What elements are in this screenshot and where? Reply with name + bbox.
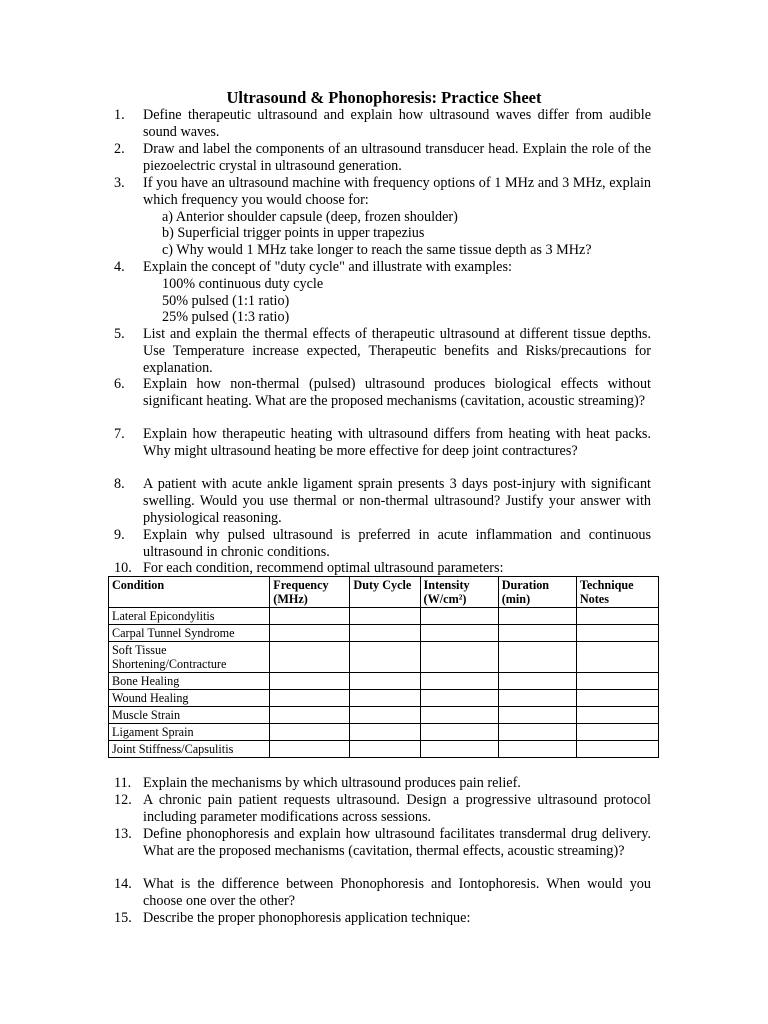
question-text: Describe the proper phonophoresis application technique: [143, 910, 471, 926]
question-1 [114, 107, 651, 141]
duty-cycle-cell[interactable] [350, 625, 420, 642]
condition-cell: Lateral Epicondylitis [109, 608, 270, 625]
question-text: List and explain the thermal effects of therapeutic ultrasound at different tissue depths. Use Temperature increase expected, Therapeutic benefits and Risks/precautions for explanation. [143, 326, 651, 376]
duration-cell[interactable] [498, 707, 576, 724]
condition-cell: Wound Healing [109, 690, 270, 707]
column-header: Intensity (W/cm²) [420, 577, 498, 608]
table-row [109, 741, 659, 758]
condition-cell: Ligament Sprain [109, 724, 270, 741]
intensity-cell[interactable] [420, 724, 498, 741]
duty-cycle-cell[interactable] [350, 642, 420, 673]
question-text: Explain the concept of "duty cycle" and illustrate with examples: [143, 259, 512, 275]
question-text: Define therapeutic ultrasound and explain how ultrasound waves differ from audible sound waves. [143, 107, 651, 140]
duty-cycle-cell[interactable] [350, 741, 420, 758]
subitem: 25% pulsed (1:3 ratio) [162, 309, 290, 326]
intensity-cell[interactable] [420, 673, 498, 690]
question-text: Draw and label the components of an ultrasound transducer head. Explain the role of the piezoelectric crystal in ultrasound generation. [143, 141, 651, 174]
duty-cycle-cell[interactable] [350, 608, 420, 625]
question-text: Explain how therapeutic heating with ultrasound differs from heating with heat packs. Why might ultrasound heating be more effective for deep joint contractures? [143, 426, 651, 459]
duty-cycle-cell[interactable] [350, 707, 420, 724]
intensity-cell[interactable] [420, 690, 498, 707]
question-7 [114, 426, 651, 460]
question-text: Define phonophoresis and explain how ultrasound facilitates transdermal drug delivery. What are the proposed mechanisms (cavitation, thermal effects, acoustic streaming)? [143, 826, 651, 859]
question-14 [114, 876, 651, 910]
question-number: 10. [114, 560, 132, 576]
question-number: 15. [114, 910, 132, 926]
subitem: 100% continuous duty cycle [162, 275, 324, 292]
duration-cell[interactable] [498, 608, 576, 625]
question-text: Explain the mechanisms by which ultrasound produces pain relief. [143, 775, 521, 791]
question-text: Explain how non-thermal (pulsed) ultrasound produces biological effects without significant heating. What are the proposed mechanisms (cavitation, acoustic streaming)? [143, 376, 651, 409]
column-header: Condition [109, 577, 270, 608]
question-3 [114, 175, 651, 259]
condition-cell: Joint Stiffness/Capsulitis [109, 741, 270, 758]
table-header-row [109, 577, 659, 608]
question-text: If you have an ultrasound machine with frequency options of 1 MHz and 3 MHz, explain which frequency you would choose for: [143, 175, 651, 208]
question-number: 5. [114, 326, 125, 342]
question-15 [114, 910, 651, 927]
question-number: 1. [114, 107, 125, 123]
column-header: Frequency (MHz) [270, 577, 350, 608]
technique-notes-cell[interactable] [576, 707, 658, 724]
question-number: 7. [114, 426, 125, 442]
table-row [109, 642, 659, 673]
question-4 [114, 259, 651, 326]
question-9 [114, 527, 651, 561]
column-header: Duration (min) [498, 577, 576, 608]
technique-notes-cell[interactable] [576, 625, 658, 642]
intensity-cell[interactable] [420, 625, 498, 642]
duration-cell[interactable] [498, 741, 576, 758]
question-2 [114, 141, 651, 175]
question-number: 4. [114, 259, 125, 275]
page-title: Ultrasound & Phonophoresis: Practice Sheet [226, 88, 542, 107]
technique-notes-cell[interactable] [576, 608, 658, 625]
question-subitems [143, 276, 651, 326]
duty-cycle-cell[interactable] [350, 673, 420, 690]
frequency-cell[interactable] [270, 690, 350, 707]
frequency-cell[interactable] [270, 625, 350, 642]
question-number: 11. [114, 775, 132, 791]
question-12 [114, 792, 651, 826]
question-11 [114, 775, 651, 792]
condition-cell: Bone Healing [109, 673, 270, 690]
question-text: What is the difference between Phonophoresis and Iontophoresis. When would you choose one over the other? [143, 876, 651, 909]
table-row [109, 707, 659, 724]
table-row [109, 673, 659, 690]
question-number: 6. [114, 376, 125, 392]
condition-cell: Carpal Tunnel Syndrome [109, 625, 270, 642]
question-8 [114, 476, 651, 526]
intensity-cell[interactable] [420, 642, 498, 673]
technique-notes-cell[interactable] [576, 690, 658, 707]
table-row [109, 625, 659, 642]
question-number: 14. [114, 876, 132, 892]
frequency-cell[interactable] [270, 642, 350, 673]
table-row [109, 608, 659, 625]
duration-cell[interactable] [498, 625, 576, 642]
subitem: 50% pulsed (1:1 ratio) [162, 292, 290, 309]
intensity-cell[interactable] [420, 741, 498, 758]
table-row [109, 724, 659, 741]
duty-cycle-cell[interactable] [350, 724, 420, 741]
question-6 [114, 376, 651, 410]
frequency-cell[interactable] [270, 707, 350, 724]
question-number: 13. [114, 826, 132, 842]
question-number: 3. [114, 175, 125, 191]
question-number: 2. [114, 141, 125, 157]
intensity-cell[interactable] [420, 608, 498, 625]
condition-cell: Soft Tissue Shortening/Contracture [109, 642, 270, 673]
subitem: a) Anterior shoulder capsule (deep, frozen shoulder) [162, 208, 458, 225]
question-number: 9. [114, 527, 125, 543]
parameters-table [108, 576, 659, 758]
question-text: A patient with acute ankle ligament sprain presents 3 days post-injury with significant swelling. Would you use thermal or non-thermal ultrasound? Justify your answer with physiological reasoning. [143, 476, 651, 526]
frequency-cell[interactable] [270, 741, 350, 758]
condition-cell: Muscle Strain [109, 707, 270, 724]
column-header: Technique Notes [576, 577, 658, 608]
subitem: c) Why would 1 MHz take longer to reach the same tissue depth as 3 MHz? [162, 242, 592, 259]
technique-notes-cell[interactable] [576, 642, 658, 673]
duty-cycle-cell[interactable] [350, 690, 420, 707]
question-13 [114, 826, 651, 860]
duration-cell[interactable] [498, 673, 576, 690]
question-text: A chronic pain patient requests ultrasound. Design a progressive ultrasound protocol including parameter modifications across sessions. [143, 792, 651, 825]
question-text: For each condition, recommend optimal ultrasound parameters: [143, 560, 504, 576]
table-row [109, 690, 659, 707]
question-subitems [143, 209, 651, 259]
column-header: Duty Cycle [350, 577, 420, 608]
question-text: Explain why pulsed ultrasound is preferred in acute inflammation and continuous ultrasound in chronic conditions. [143, 527, 651, 560]
duration-cell[interactable] [498, 724, 576, 741]
frequency-cell[interactable] [270, 724, 350, 741]
frequency-cell[interactable] [270, 608, 350, 625]
frequency-cell[interactable] [270, 673, 350, 690]
technique-notes-cell[interactable] [576, 724, 658, 741]
question-number: 12. [114, 792, 132, 808]
duration-cell[interactable] [498, 690, 576, 707]
intensity-cell[interactable] [420, 707, 498, 724]
question-5 [114, 326, 651, 376]
technique-notes-cell[interactable] [576, 741, 658, 758]
question-number: 8. [114, 476, 125, 492]
question-10 [114, 560, 651, 577]
subitem: b) Superficial trigger points in upper trapezius [162, 225, 425, 242]
duration-cell[interactable] [498, 642, 576, 673]
technique-notes-cell[interactable] [576, 673, 658, 690]
